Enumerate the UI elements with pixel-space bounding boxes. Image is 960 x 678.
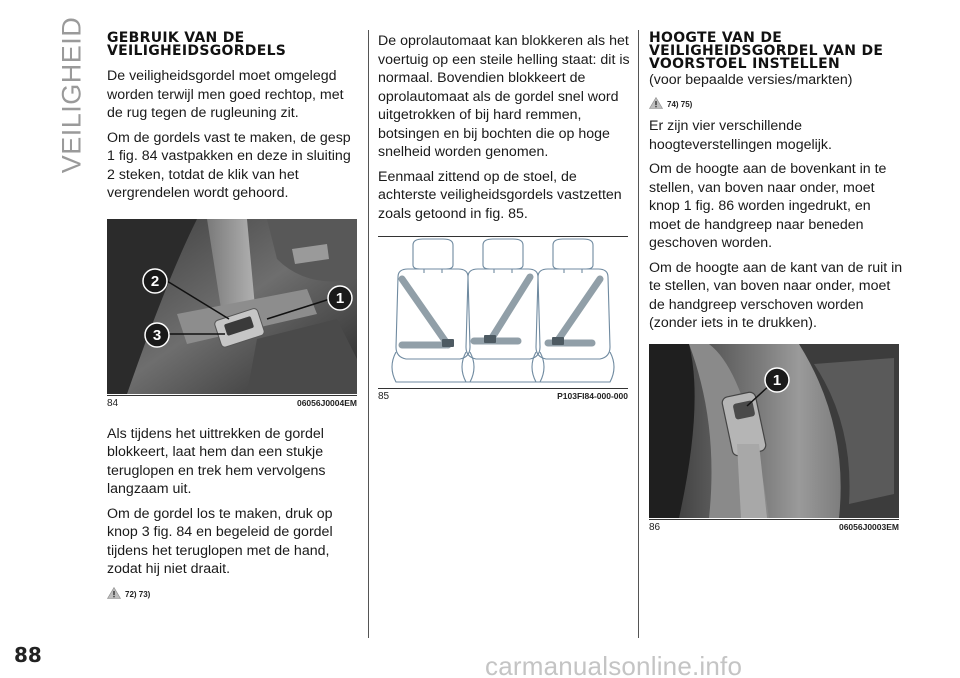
figure-caption xyxy=(107,395,357,409)
column-3 xyxy=(649,32,904,533)
figure-84 xyxy=(107,219,357,409)
callout-2: 2 xyxy=(150,272,160,290)
warning-reference xyxy=(649,97,904,109)
paragraph: Er zijn vier verschillende hoogteverstellingen mogelijk. xyxy=(649,118,832,153)
figure-code: 06056J0003EM xyxy=(838,521,899,532)
paragraph: Om de hoogte aan de kant van de ruit in te stellen, van boven naar onder, moet de handgreep verschoven worden (zonder iets in te drukken). xyxy=(649,259,903,331)
section-side-label xyxy=(52,16,92,174)
belt-height-adjuster-photo xyxy=(649,344,899,518)
paragraph: De oprolautomaat kan blokkeren als het voertuig op een steile helling staat: dit is normaal. Bovendien blokkeert de oprolautomaat als de gordel snel word uitgetrokken of bij hard remmen, botsingen en bij bochten die op hoge snelheid worden genomen. xyxy=(378,33,630,160)
paragraph: De veiligheidsgordel moet omgelegd worden terwijl men goed rechtop, met de rug tegen de rugleuning zit. xyxy=(107,68,344,121)
warning-triangle-icon xyxy=(107,587,121,599)
column-2 xyxy=(378,32,630,402)
figure-caption xyxy=(378,388,628,402)
paragraph: Om de gordels vast te maken, de gesp 1 fig. 84 vastpakken en deze in sluiting 2 steken, totdat de klik van het vergrendelen wordt gehoord. xyxy=(107,129,351,201)
page-number: 88 xyxy=(14,643,42,667)
section-heading: GEBRUIK VAN DE VEILIGHEIDSGORDELS xyxy=(107,30,287,59)
figure-85 xyxy=(378,236,628,402)
column-divider xyxy=(368,30,369,638)
callout-1: 1 xyxy=(772,371,782,389)
seatbelt-buckle-photo xyxy=(107,219,357,394)
paragraph: Als tijdens het uittrekken de gordel blokkeert, laat hem dan een stukje teruglopen en trek hem vervolgens langzaam uit. xyxy=(107,425,326,497)
paragraph: Om de gordel los te maken, druk op knop 3 fig. 84 en begeleid de gordel tijdens het teruglopen met de hand, zodat hij niet draait. xyxy=(107,505,333,577)
figure-caption xyxy=(649,519,899,533)
callout-3: 3 xyxy=(152,326,162,344)
figure-code: 06056J0004EM xyxy=(296,397,357,408)
paragraph: Eenmaal zittend op de stoel, de achterste veiligheidsgordels vastzetten zoals getoond in fig. 85. xyxy=(378,168,622,222)
figure-number: 85 xyxy=(378,391,390,402)
figure-number: 84 xyxy=(107,397,119,409)
section-subtitle: (voor bepaalde versies/markten) xyxy=(649,72,853,88)
warning-reference xyxy=(107,587,359,599)
figure-code: P103FI84-000-000 xyxy=(557,391,628,401)
section-heading: HOOGTE VAN DE VEILIGHEIDSGORDEL VAN DE VOORSTOEL INSTELLEN xyxy=(649,30,884,72)
column-divider xyxy=(638,30,639,638)
rear-seatbelts-illustration xyxy=(378,237,628,387)
figure-number: 86 xyxy=(649,521,661,533)
column-1 xyxy=(107,32,359,599)
warning-refs: 72) 73) xyxy=(125,589,151,599)
figure-86 xyxy=(649,344,899,533)
warning-triangle-icon xyxy=(649,97,663,109)
section-label-text: VEILIGHEID xyxy=(56,16,87,174)
callout-1: 1 xyxy=(335,289,345,307)
watermark-text: carmanualsonline.info xyxy=(485,651,743,678)
paragraph: Om de hoogte aan de bovenkant in te stellen, van boven naar onder, moet knop 1 fig. 86 worden ingedrukt, en moet de handgreep naar beneden geschoven worden. xyxy=(649,161,887,251)
warning-refs: 74) 75) xyxy=(667,100,693,109)
